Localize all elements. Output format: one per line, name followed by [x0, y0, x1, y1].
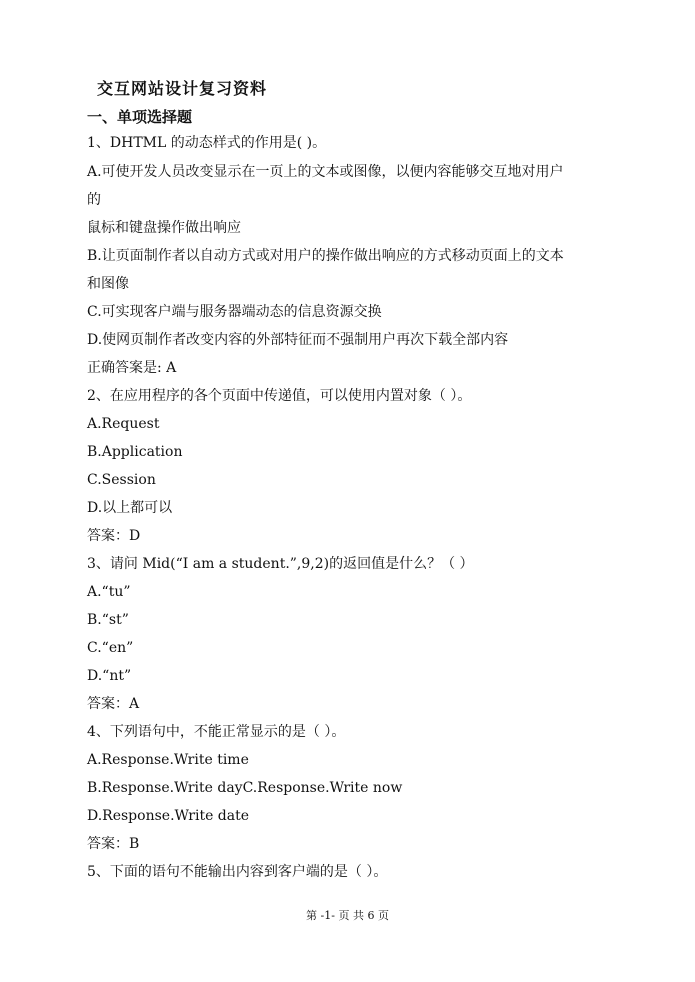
page-footer: 第 -1- 页 共 6 页 — [306, 909, 389, 922]
question-1-option-a-cont: 的 — [87, 192, 101, 208]
question-1-option-a: A.可使开发人员改变显示在一页上的文本或图像，以便内容能够交互地对用户 — [87, 164, 564, 180]
question-1-option-d: D.使网页制作者改变内容的外部特征而不强制用户再次下载全部内容 — [87, 332, 509, 348]
question-2-option-d: D.以上都可以 — [87, 500, 173, 516]
question-3-answer: 答案：A — [87, 696, 140, 712]
question-3: 3、请问 Mid(“I am a student.”,9,2)的返回值是什么？（ ） — [87, 556, 474, 572]
question-1: 1、DHTML 的动态样式的作用是( )。 — [87, 135, 327, 151]
question-4-option-d: D.Response.Write date — [87, 808, 250, 824]
question-2-option-b: B.Application — [87, 444, 183, 460]
question-5: 5、下面的语句不能输出内容到客户端的是（ ）。 — [87, 864, 388, 880]
question-1-option-c: C.可实现客户端与服务器端动态的信息资源交换 — [87, 304, 382, 320]
question-3-option-a: A.“tu” — [87, 584, 131, 600]
question-1-answer: 正确答案是: A — [87, 360, 177, 376]
question-3-option-b: B.“st” — [87, 612, 129, 628]
section-heading: 一、单项选择题 — [87, 108, 193, 126]
document-title: 交互网站设计复习资料 — [97, 79, 268, 98]
question-2-option-c: C.Session — [87, 472, 156, 488]
question-1-option-b: B.让页面制作者以自动方式或对用户的操作做出响应的方式移动页面上的文本 — [87, 248, 564, 264]
question-2-option-a: A.Request — [87, 416, 160, 432]
question-4-option-b-c: B.Response.Write dayC.Response.Write now — [87, 780, 403, 796]
question-2-answer: 答案：D — [87, 528, 141, 544]
question-4-option-a: A.Response.Write time — [87, 752, 249, 768]
question-4: 4、下列语句中，不能正常显示的是（ ）。 — [87, 724, 346, 740]
question-3-option-c: C.“en” — [87, 640, 134, 656]
question-4-answer: 答案：B — [87, 836, 140, 852]
question-1-option-a-cont2: 鼠标和键盘操作做出响应 — [87, 220, 241, 236]
question-1-option-b-cont: 和图像 — [87, 276, 129, 292]
question-2: 2、在应用程序的各个页面中传递值，可以使用内置对象（ ）。 — [87, 388, 472, 404]
question-3-option-d: D.“nt” — [87, 668, 132, 684]
